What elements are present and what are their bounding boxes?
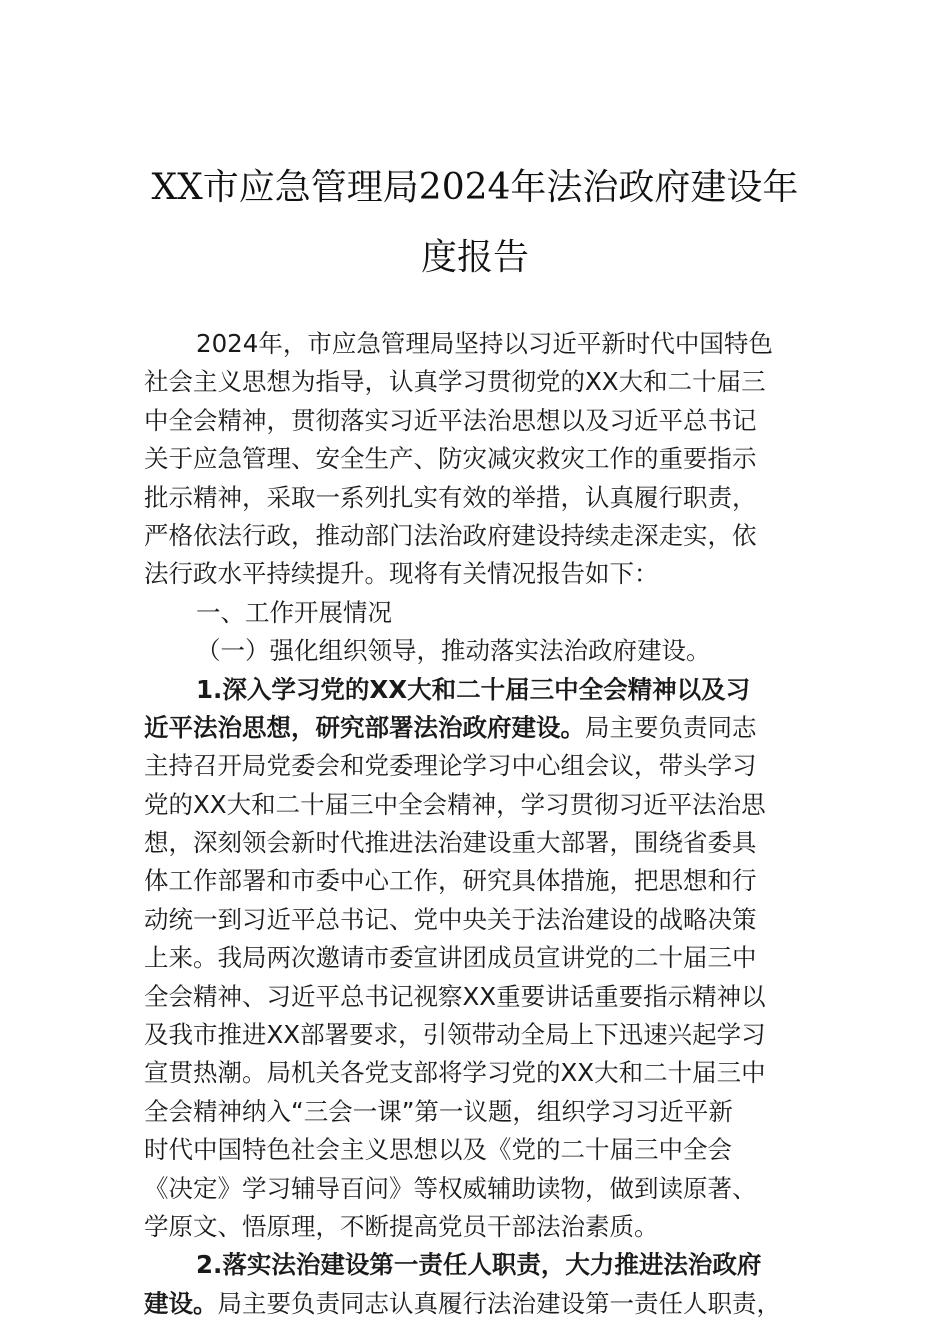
paragraph-line: 学原文、悟原理，不断提高党员干部法治素质。 (144, 1211, 659, 1241)
document-body (144, 325, 810, 1323)
document-title-line-1: XX市应急管理局2024年法治政府建设年 (151, 167, 799, 208)
paragraph-line: 时代中国特色社会主义思想以及《党的二十届三中全会 (144, 1135, 732, 1165)
item-heading-bold: 1.深入学习党的XX大和二十届三中全会精神以及习 (196, 674, 751, 704)
paragraph-line: 《决定》学习辅导百问》等权威辅助读物，做到读原著、 (144, 1173, 757, 1203)
paragraph-line: 2024年，市应急管理局坚持以习近平新时代中国特色 (196, 329, 773, 358)
paragraph-line: 全会精神纳入“三会一课”第一议题，组织学习习近平新 (144, 1096, 733, 1126)
paragraph-line: 及我市推进XX部署要求，引领带动全局上下迅速兴起学习 (144, 1020, 766, 1050)
item-heading-bold: 建设。 (144, 1288, 218, 1318)
paragraph-line: 批示精神，采取一系列扎实有效的举措，认真履行职责， (144, 482, 757, 512)
item-heading-bold: 近平法治思想，研究部署法治政府建设。 (144, 712, 585, 742)
paragraph-line (144, 709, 810, 747)
paragraph-line: 严格依法行政，推动部门法治政府建设持续走深走实，依 (144, 520, 757, 550)
paragraph-text: 局主要负责同志认真履行法治建设第一责任人职责， (217, 1288, 781, 1318)
paragraph-line (144, 1285, 810, 1323)
document-title-line-2: 度报告 (420, 237, 529, 278)
paragraph-line: 社会主义思想为指导，认真学习贯彻党的XX大和二十届三 (144, 367, 766, 397)
paragraph-line: 上来。我局两次邀请市委宣讲团成员宣讲党的二十届三中 (144, 943, 757, 973)
paragraph-text: 局主要负责同志 (585, 712, 757, 742)
paragraph-line: 全会精神、习近平总书记视察XX重要讲话重要指示精神以 (144, 981, 766, 1011)
paragraph-line: 想，深刻领会新时代推进法治建设重大部署，围绕省委具 (144, 828, 757, 858)
paragraph-line: 中全会精神，贯彻落实习近平法治思想以及习近平总书记 (144, 405, 757, 435)
paragraph-line: 体工作部署和市委中心工作，研究具体措施，把思想和行 (144, 866, 757, 896)
paragraph-line: 主持召开局党委会和党委理论学习中心组会议，带头学习 (144, 751, 757, 781)
paragraph-line: 动统一到习近平总书记、党中央关于法治建设的战略决策 (144, 904, 757, 934)
section-heading: 一、工作开展情况 (196, 597, 392, 627)
paragraph-line: 法行政水平持续提升。现将有关情况报告如下： (144, 559, 659, 589)
paragraph-line: 党的XX大和二十届三中全会精神，学习贯彻习近平法治思 (144, 789, 766, 819)
paragraph-line: 宣贯热潮。局机关各党支部将学习党的XX大和二十届三中 (144, 1058, 766, 1088)
paragraph-line: 关于应急管理、安全生产、防灾减灾救灾工作的重要指示 (144, 444, 757, 474)
subsection-heading: （一）强化组织领导，推动落实法治政府建设。 (196, 636, 711, 666)
item-heading-bold: 2.落实法治建设第一责任人职责，大力推进法治政府 (196, 1250, 762, 1280)
